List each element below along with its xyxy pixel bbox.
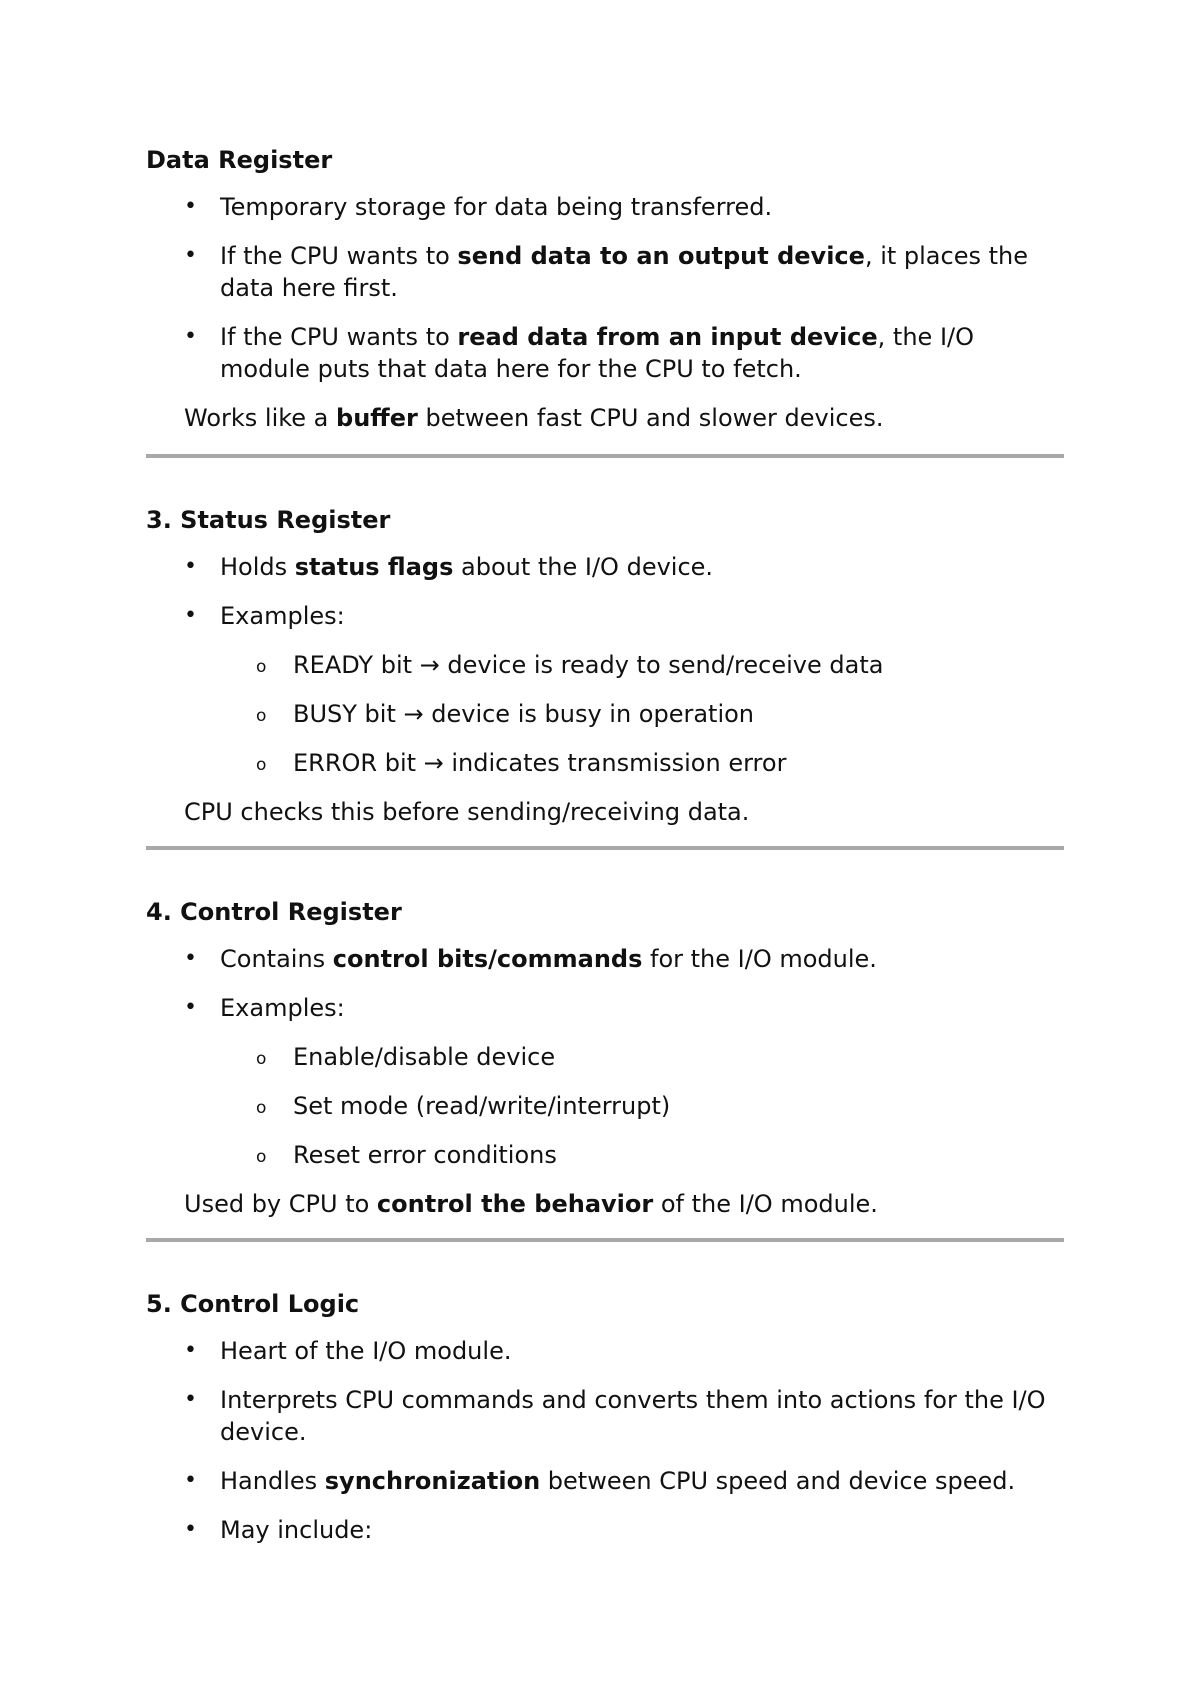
list-item <box>146 1384 1066 1448</box>
sub-list-item: o READY bit → device is ready to send/receive data <box>146 649 1066 681</box>
bold-text: send data to an output device <box>457 242 865 270</box>
section-heading: 3. Status Register <box>146 506 391 534</box>
text-run: for the I/O module. <box>642 945 877 973</box>
section-divider <box>146 1238 1064 1242</box>
text-run: between fast CPU and slower devices. <box>417 404 884 432</box>
sub-list <box>146 649 1066 779</box>
text-run: If the CPU wants to <box>220 242 458 270</box>
section-control-register <box>146 897 1066 1220</box>
section-data-register <box>146 145 1066 434</box>
text-run: , it places the data here first. <box>220 242 1028 302</box>
section-note: CPU checks this before sending/receiving data. <box>184 798 750 826</box>
list-item <box>146 191 1066 223</box>
sub-list-item: o Enable/disable device <box>146 1041 1066 1073</box>
list-item <box>146 240 1066 304</box>
text-run: Contains <box>220 945 333 973</box>
section-note <box>146 402 1066 434</box>
bullet-list <box>146 943 1066 1171</box>
bullet-text: May include: <box>220 1516 373 1544</box>
section-status-register <box>146 505 1066 828</box>
text-run: of the I/O module. <box>653 1190 878 1218</box>
text-run: Used by CPU to <box>184 1190 377 1218</box>
list-item <box>146 943 1066 975</box>
bullet-list <box>146 551 1066 779</box>
bullet-text: Examples: <box>220 994 345 1022</box>
bold-text: control bits/commands <box>332 945 643 973</box>
bullet-list <box>146 191 1066 385</box>
bold-text: control the behavior <box>376 1190 654 1218</box>
bold-text: synchronization <box>324 1467 541 1495</box>
text-run: Handles <box>220 1467 325 1495</box>
text-run: If the CPU wants to <box>220 323 458 351</box>
text-run: , the I/O module puts that data here for the CPU to fetch. <box>220 323 974 383</box>
list-item <box>146 1514 1066 1546</box>
sub-list-item: o Reset error conditions <box>146 1139 1066 1171</box>
sub-list-item: o Set mode (read/write/interrupt) <box>146 1090 1066 1122</box>
text-run: about the I/O device. <box>453 553 714 581</box>
list-item <box>146 551 1066 583</box>
bullet-list <box>146 1335 1066 1546</box>
section-heading: Data Register <box>146 146 333 174</box>
bullet-text: Interprets CPU commands and converts them into actions for the I/O device. <box>220 1386 1046 1446</box>
list-item <box>146 992 1066 1171</box>
bullet-text: Heart of the I/O module. <box>220 1337 512 1365</box>
section-heading: 5. Control Logic <box>146 1290 360 1318</box>
section-heading: 4. Control Register <box>146 898 402 926</box>
section-control-logic <box>146 1289 1066 1546</box>
section-note <box>146 1188 1066 1220</box>
text-run: Holds <box>220 553 295 581</box>
sub-list-item: o BUSY bit → device is busy in operation <box>146 698 1066 730</box>
list-item <box>146 1335 1066 1367</box>
text-run: between CPU speed and device speed. <box>540 1467 1016 1495</box>
list-item <box>146 1465 1066 1497</box>
bullet-text: Examples: <box>220 602 345 630</box>
list-item <box>146 600 1066 779</box>
text-run: Works like a <box>184 404 337 432</box>
section-divider <box>146 454 1064 458</box>
section-divider <box>146 846 1064 850</box>
bold-text: status flags <box>294 553 454 581</box>
sub-list <box>146 1041 1066 1171</box>
bullet-text: Temporary storage for data being transferred. <box>220 193 773 221</box>
sub-list-item: o ERROR bit → indicates transmission error <box>146 747 1066 779</box>
bold-text: buffer <box>336 404 418 432</box>
list-item <box>146 321 1066 385</box>
bold-text: read data from an input device <box>457 323 878 351</box>
